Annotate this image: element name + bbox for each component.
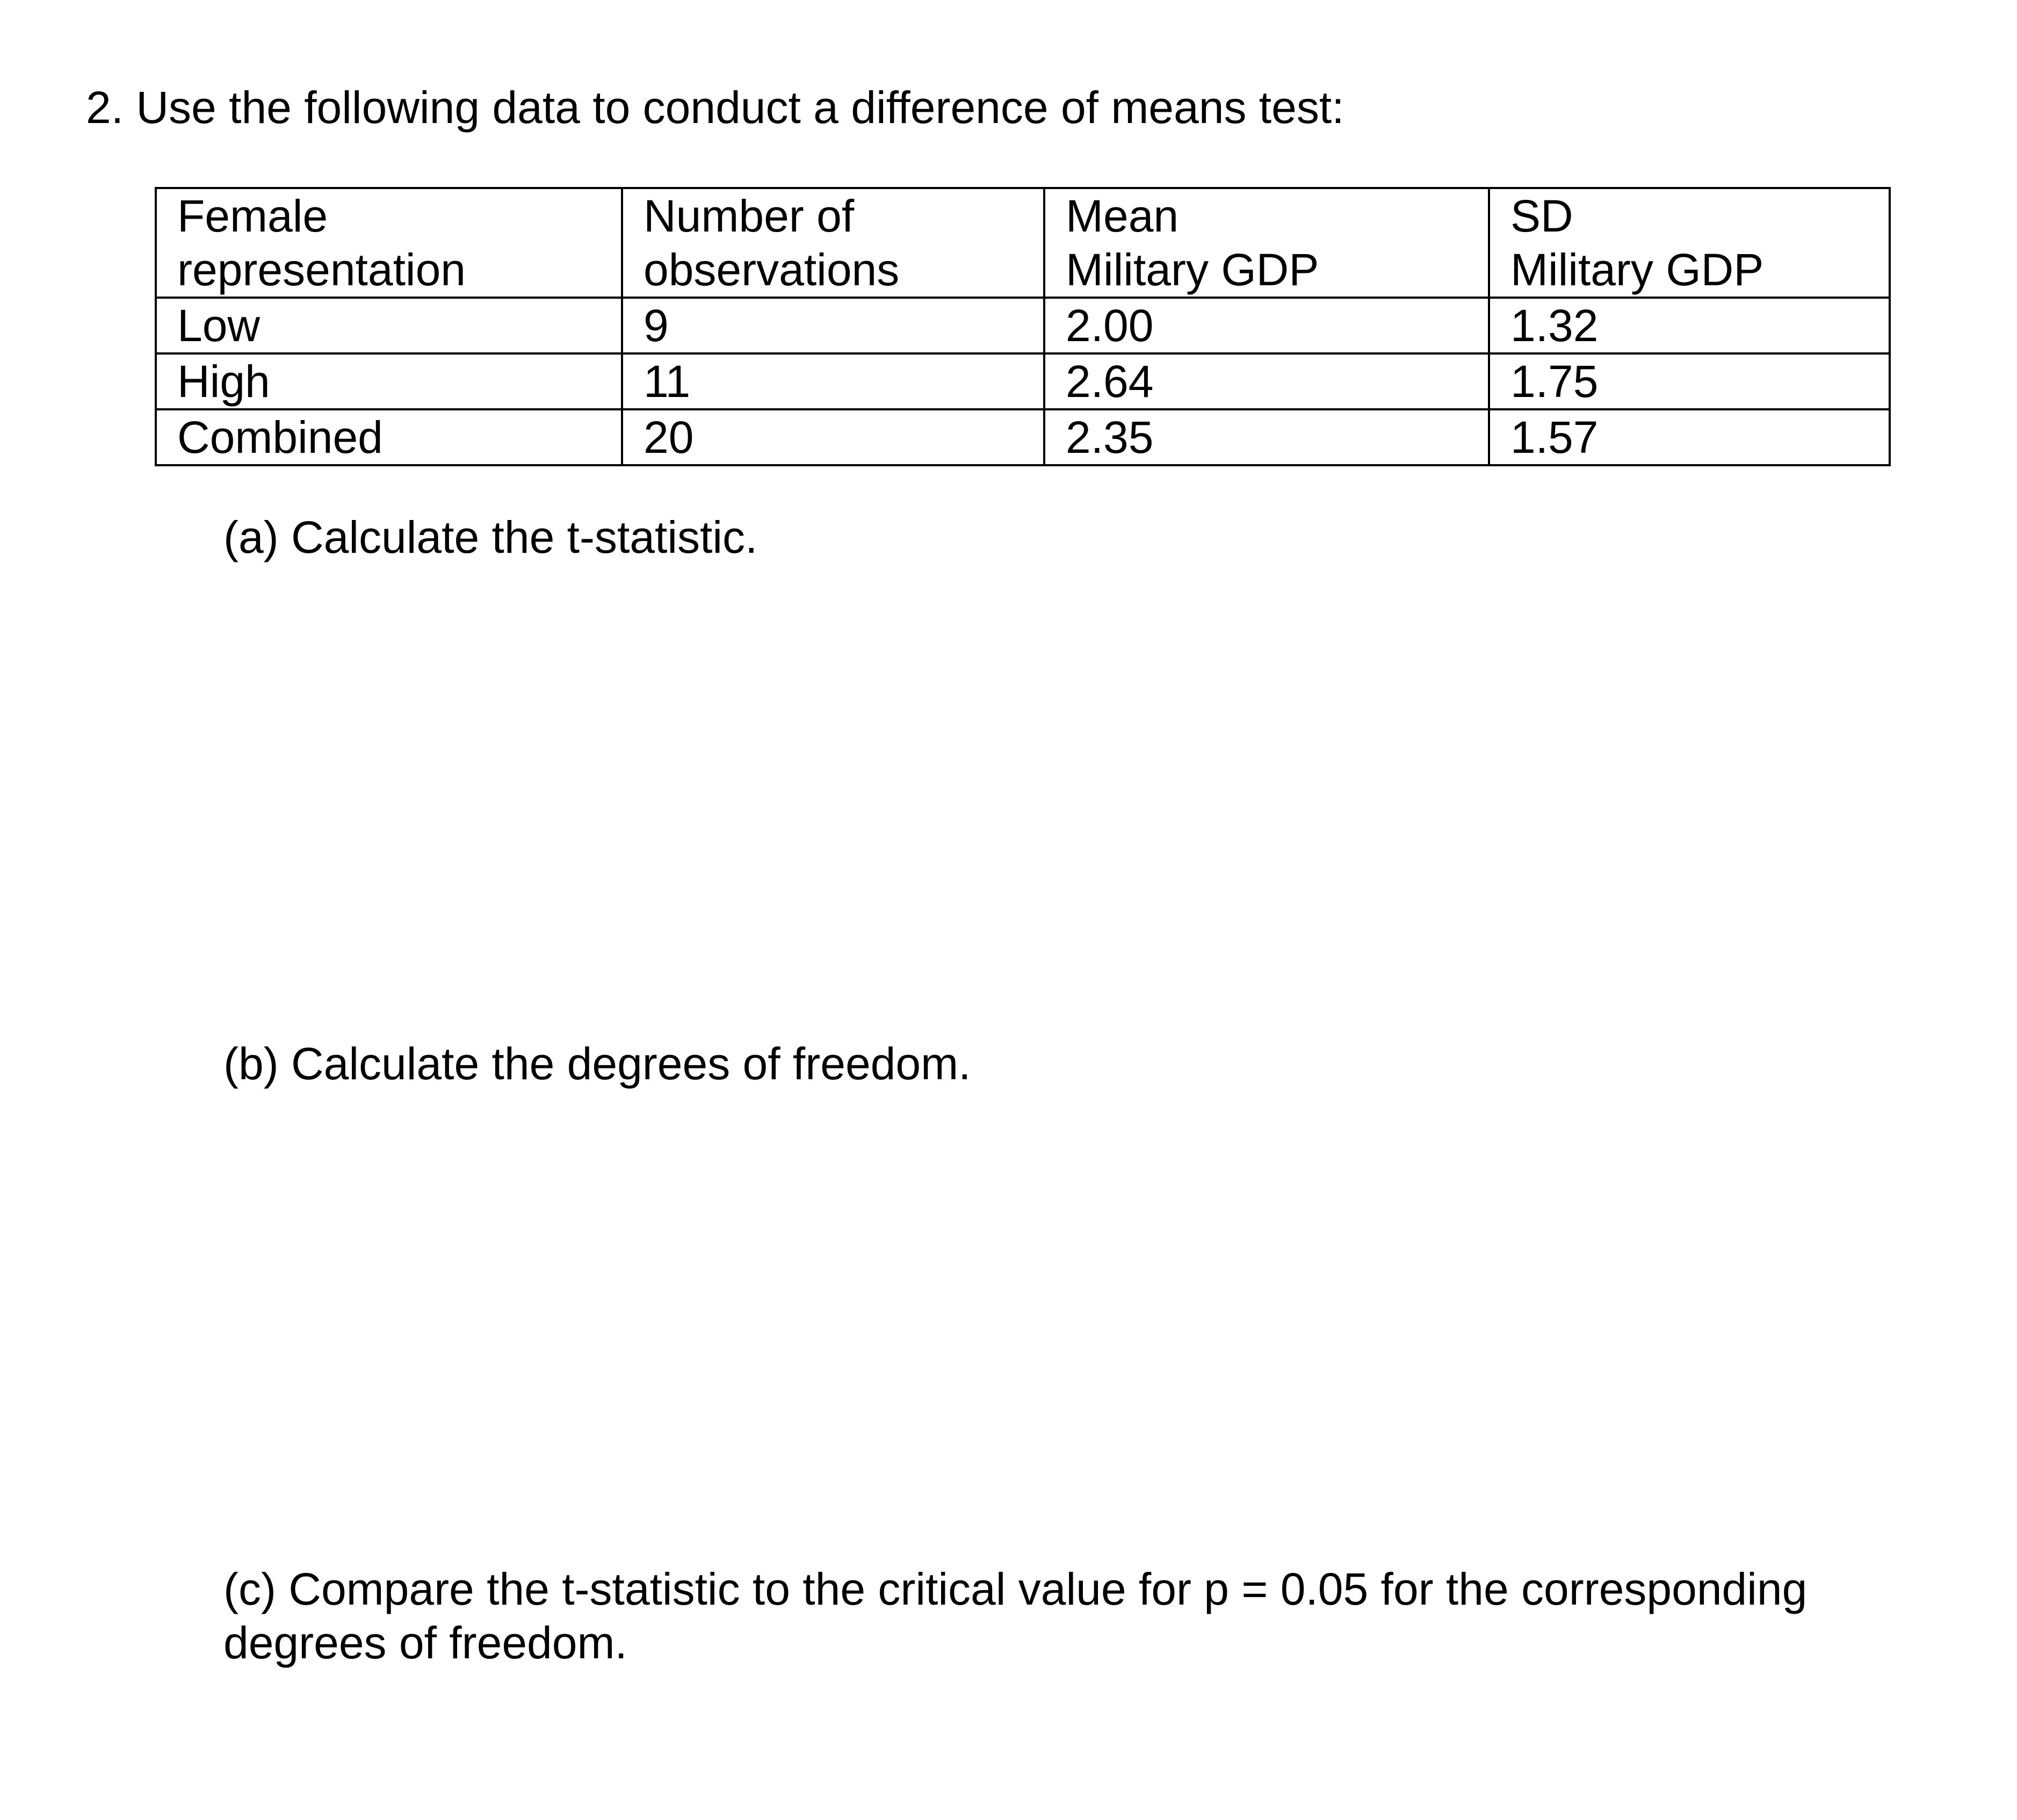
question-c: [223, 1562, 1889, 1670]
question-a: (a) Calculate the t-statistic.: [223, 512, 758, 562]
question-b: (b) Calculate the degrees of freedom.: [223, 1038, 971, 1089]
table-cell: 1.32: [1489, 298, 1890, 353]
table-cell: 2.35: [1044, 409, 1489, 465]
table-row-low: [156, 298, 1890, 353]
table-row-high: [156, 353, 1890, 409]
header-line: observations: [644, 244, 900, 295]
table-cell: 1.57: [1489, 409, 1890, 465]
question-c-line-1: (c) Compare the t-statistic to the critical value for p = 0.05 for the corresponding: [223, 1564, 1808, 1614]
table-cell: 11: [622, 353, 1044, 409]
header-line: Military GDP: [1066, 244, 1319, 295]
table-cell: 2.64: [1044, 353, 1489, 409]
table-cell: Low: [156, 298, 622, 353]
table-row-combined: [156, 409, 1890, 465]
header-cell-number-of-observations: [622, 188, 1044, 298]
data-table: [155, 187, 1891, 466]
header-cell-female-representation: [156, 188, 622, 298]
question-c-line-2: degrees of freedom.: [223, 1617, 627, 1668]
table-cell: Combined: [156, 409, 622, 465]
table-cell: High: [156, 353, 622, 409]
header-cell-sd-military-gdp: [1489, 188, 1890, 298]
header-line: Mean: [1066, 191, 1179, 241]
header-line: Military GDP: [1510, 244, 1764, 295]
question-heading: 2. Use the following data to conduct a difference of means test:: [86, 82, 1344, 133]
header-line: Female: [177, 191, 328, 241]
table-cell: 9: [622, 298, 1044, 353]
table-cell: 2.00: [1044, 298, 1489, 353]
table-cell: 1.75: [1489, 353, 1890, 409]
table-cell: 20: [622, 409, 1044, 465]
header-line: SD: [1510, 191, 1573, 241]
header-line: Number of: [644, 191, 855, 241]
header-line: representation: [177, 244, 466, 295]
header-cell-mean-military-gdp: [1044, 188, 1489, 298]
table-header-row: [156, 188, 1890, 298]
